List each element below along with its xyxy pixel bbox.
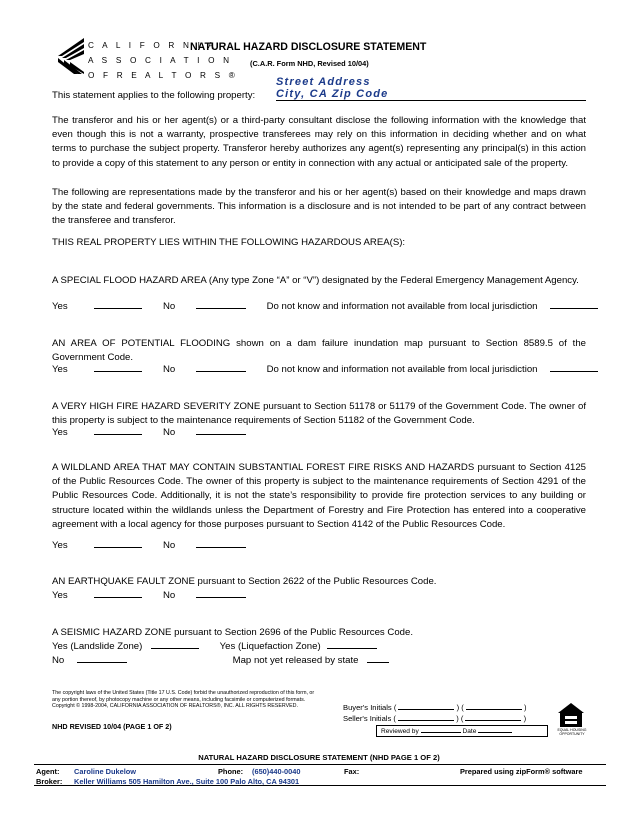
- separator: ) (: [456, 703, 464, 712]
- property-underline: [276, 100, 586, 101]
- map-not-released-blank[interactable]: [367, 654, 389, 663]
- landslide-label: Yes (Landslide Zone): [52, 641, 143, 652]
- broker-info: Keller Williams 505 Hamilton Ave., Suite 100 Palo Alto, CA 94301: [74, 777, 300, 786]
- no-label: No: [163, 301, 176, 312]
- buyer-initials-row: [343, 702, 527, 712]
- agent-phone: (650)440-0040: [252, 767, 301, 776]
- yes-label: Yes: [52, 364, 68, 375]
- reviewed-by-label: Reviewed by: [381, 728, 419, 735]
- no-label: No: [163, 540, 176, 551]
- landslide-blank[interactable]: [151, 640, 199, 649]
- reviewed-by-box: [376, 725, 548, 737]
- wildland-yes-blank[interactable]: [94, 539, 142, 548]
- earthquake-yes-blank[interactable]: [94, 589, 142, 598]
- seller-initials-blank-2[interactable]: [465, 713, 521, 721]
- liquefaction-label: Yes (Liquefaction Zone): [219, 641, 321, 652]
- fire-yes-blank[interactable]: [94, 426, 142, 435]
- car-logo-icon: [56, 34, 86, 78]
- flood-unknown-blank[interactable]: [550, 300, 598, 309]
- earthquake-zone-text: AN EARTHQUAKE FAULT ZONE pursuant to Section 2622 of the Public Resources Code.: [52, 576, 437, 587]
- agent-info-bar: [34, 764, 606, 786]
- org-line-2: A S S O C I A T I O N: [88, 56, 233, 65]
- revision-label: NHD REVISED 10/04 (PAGE 1 OF 2): [52, 722, 172, 731]
- flood-answer-row: [52, 300, 598, 314]
- earthquake-answer-row: [52, 589, 246, 603]
- yes-label: Yes: [52, 427, 68, 438]
- dam-yes-blank[interactable]: [94, 363, 142, 372]
- buyer-initials-blank-1[interactable]: [398, 702, 454, 710]
- agent-label: Agent:: [36, 767, 60, 776]
- separator-end: ): [524, 703, 527, 712]
- seller-initials-label: Seller's Initials (: [343, 714, 396, 723]
- no-label: No: [163, 427, 176, 438]
- wildland-no-blank[interactable]: [196, 539, 246, 548]
- no-label: No: [163, 364, 176, 375]
- form-subtitle: (C.A.R. Form NHD, Revised 10/04): [250, 59, 369, 68]
- property-label: This statement applies to the following property:: [52, 90, 256, 101]
- map-not-released-label: Map not yet released by state: [232, 655, 359, 666]
- org-line-1: C A L I F O R N I A: [88, 41, 217, 50]
- yes-label: Yes: [52, 301, 68, 312]
- fax-label: Fax:: [344, 767, 360, 776]
- seismic-answer-row-2: [52, 654, 389, 668]
- dam-flooding-text: AN AREA OF POTENTIAL FLOODING shown on a dam failure inundation map pursuant to Section 8589.5 of the Government Code.: [52, 338, 586, 364]
- no-label: No: [52, 655, 65, 666]
- earthquake-no-blank[interactable]: [196, 589, 246, 598]
- reviewed-by-blank[interactable]: [421, 726, 461, 733]
- dam-answer-row: [52, 363, 598, 377]
- equal-housing-icon: [556, 700, 586, 730]
- form-title: NATURAL HAZARD DISCLOSURE STATEMENT: [190, 41, 427, 53]
- seismic-answer-row-1: [52, 640, 377, 654]
- liquefaction-blank[interactable]: [327, 640, 377, 649]
- unknown-label: Do not know and information not available from local jurisdiction: [266, 364, 538, 375]
- property-street[interactable]: Street Address: [276, 76, 371, 88]
- separator: ) (: [456, 714, 464, 723]
- wildland-area-text: A WILDLAND AREA THAT MAY CONTAIN SUBSTANTIAL FOREST FIRE RISKS AND HAZARDS pursuant to Section 4125 of the Public Resources Code. The owner of this property is subject to the maintenance requirements of Section 4291 of the Public Resources Code. Additionally, it is not the state’s responsibility to provide fire protection services to any building or structure located within the wildlands unless the Department of Forestry and Fire Protection has entered into a cooperative agreement with a local agency for those purposes pursuant to Section 4142 of the Public Resources Code.: [52, 462, 586, 530]
- wildland-answer-row: [52, 539, 246, 553]
- copyright-notice: The copyright laws of the United States (Title 17 U.S. Code) forbid the unauthorized reproduction of this form, or any portion thereof, by photocopy machine or any other means, including facsimile or computerized formats. Copyright © 1998-2004, CALIFORNIA ASSOCIATION OF REALTORS®, INC. ALL RIGHTS RESERVED.: [52, 690, 315, 710]
- dam-no-blank[interactable]: [196, 363, 246, 372]
- equal-housing-text: EQUAL HOUSING OPPORTUNITY: [557, 728, 587, 736]
- fire-answer-row: [52, 426, 246, 440]
- agent-name: Caroline Dukelow: [74, 767, 137, 776]
- buyer-initials-blank-2[interactable]: [466, 702, 522, 710]
- no-label: No: [163, 590, 176, 601]
- seller-initials-blank-1[interactable]: [398, 713, 454, 721]
- seismic-no-blank[interactable]: [77, 654, 127, 663]
- intro-paragraph-2: The following are representations made by the transferor and his or her agent(s) based on their knowledge and maps drawn by the state and federal governments. This information is a disclosure and is not intended to be part of any contract between the transferee and transferor.: [52, 187, 586, 227]
- flood-no-blank[interactable]: [196, 300, 246, 309]
- org-line-3: O F R E A L T O R S ®: [88, 71, 238, 80]
- footer-title: NATURAL HAZARD DISCLOSURE STATEMENT (NHD PAGE 1 OF 2): [198, 753, 440, 762]
- yes-label: Yes: [52, 590, 68, 601]
- hazard-heading: THIS REAL PROPERTY LIES WITHIN THE FOLLOWING HAZARDOUS AREA(S):: [52, 237, 406, 248]
- separator-end: ): [523, 714, 527, 723]
- buyer-initials-label: Buyer's Initials (: [343, 703, 397, 712]
- property-city[interactable]: City, CA Zip Code: [276, 88, 389, 100]
- dam-unknown-blank[interactable]: [550, 363, 598, 372]
- intro-paragraph-1: The transferor and his or her agent(s) or a third-party consultant disclose the following information with the knowledge that even though this is not a warranty, prospective transferees may rely on this information in deciding whether and on what terms to purchase the subject property. Transferor hereby authorizes any agent(s) representing any principal(s) in this action to provide a copy of this statement to any person or entity in connection with any actual or anticipated sale of the property.: [52, 115, 586, 169]
- phone-label: Phone:: [218, 767, 244, 776]
- yes-label: Yes: [52, 540, 68, 551]
- flood-yes-blank[interactable]: [94, 300, 142, 309]
- broker-label: Broker:: [36, 777, 63, 786]
- fire-zone-text: A VERY HIGH FIRE HAZARD SEVERITY ZONE pursuant to Section 51178 or 51179 of the Government Code. The owner of this property is subject to the maintenance requirements of Section 51182 of the Government Code.: [52, 401, 586, 427]
- date-label: Date: [462, 728, 477, 735]
- flood-zone-text: A SPECIAL FLOOD HAZARD AREA (Any type Zone “A” or “V”) designated by the Federal Emergency Management Agency.: [52, 275, 579, 286]
- seismic-zone-text: A SEISMIC HAZARD ZONE pursuant to Section 2696 of the Public Resources Code.: [52, 627, 413, 638]
- date-blank[interactable]: [478, 726, 512, 733]
- seller-initials-row: [343, 713, 526, 723]
- unknown-label: Do not know and information not available from local jurisdiction: [266, 301, 538, 312]
- prepared-using: Prepared using zipForm® software: [460, 767, 583, 776]
- fire-no-blank[interactable]: [196, 426, 246, 435]
